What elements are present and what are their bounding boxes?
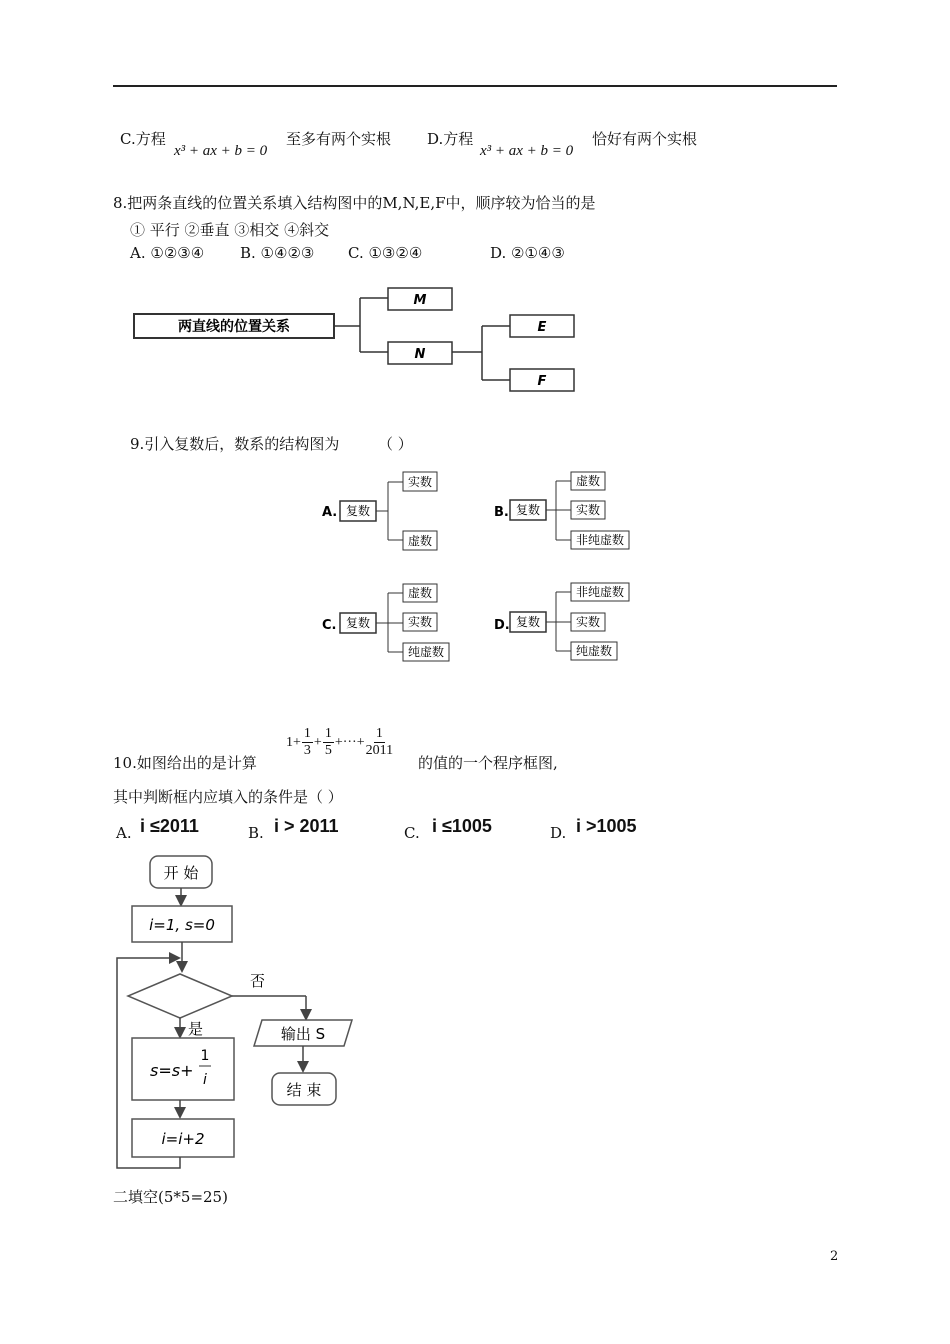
flow-update-s-text: s=s+ (150, 1061, 194, 1080)
q8-option-b: B. ①④②③ (240, 244, 315, 262)
sum-one: 1 (286, 734, 293, 750)
q9-c-child-1: 虚数 (407, 586, 433, 600)
q9-b-child-2: 实数 (575, 503, 601, 517)
q8-option-a: A. ①②③④ (130, 244, 205, 262)
q8-root-text: 两直线的位置关系 (178, 319, 290, 335)
q10-sum-expression (286, 726, 394, 759)
q9-stem: 9.引入复数后，数系的结构图为 (130, 435, 340, 453)
q8-stem: 8.把两条直线的位置关系填入结构图中的M,N,E,F中，顺序较为恰当的是 (113, 194, 596, 212)
q9-c-child-2: 实数 (407, 615, 433, 629)
q7-d-equation: x³ + ax + b = 0 (480, 143, 574, 159)
q9-d-child-1: 非纯虚数 (575, 585, 625, 599)
sum-dots: ··· (342, 734, 357, 750)
q7-c-suffix: 至多有两个实根 (286, 130, 392, 148)
page-number: 2 (830, 1249, 839, 1264)
sum-frac-3: $\frac{1}{2011}$ (365, 726, 394, 758)
sum-frac-2: $\frac{1}{5}$ (324, 726, 332, 758)
sum-plus-4: + (356, 734, 365, 750)
sum-frac-1: $\frac{1}{3}$ (303, 726, 311, 758)
q10-option-b-label: B. (248, 824, 264, 842)
flow-no-label: 否 (250, 972, 266, 990)
q9-diagram-a (322, 472, 437, 550)
q10-option-c-label: C. (404, 824, 420, 842)
q7-d-label: D.方程 (427, 130, 474, 148)
flow-start-text: 开 始 (163, 864, 199, 882)
sum-plus-3: + (334, 734, 343, 750)
q8-e-text: E (537, 320, 547, 335)
q8-option-c: C. ①③②④ (348, 244, 423, 262)
q9-diagram-d (494, 583, 629, 660)
q9-c-root: 复数 (345, 616, 371, 630)
q10-option-d-label: D. (550, 824, 567, 842)
q10-line2: 其中判断框内应填入的条件是（ ） (113, 788, 343, 806)
q9-paren: （ ） (378, 435, 413, 453)
q9-a-child-2: 虚数 (407, 534, 433, 548)
q8-n-text: N (414, 347, 426, 362)
q9-c-label: C. (322, 618, 337, 633)
q9-b-root: 复数 (515, 503, 541, 517)
q7-c-label: C.方程 (120, 130, 166, 148)
q10-option-b-expr: i > 2011 (274, 816, 339, 836)
q10-stem-prefix: 10.如图给出的是计算 (113, 754, 257, 772)
q9-a-root: 复数 (345, 504, 371, 518)
sum-plus-1: + (293, 734, 301, 750)
q8-option-d: D. ②①④③ (490, 244, 565, 262)
flow-frac-numerator: 1 (200, 1048, 210, 1064)
q9-b-label: B. (494, 505, 509, 520)
q10-option-a-label: A. (116, 824, 132, 842)
q10-option-c-expr: i ≤1005 (432, 816, 492, 836)
q9-d-child-2: 实数 (575, 615, 601, 629)
q10-option-a-expr: i ≤2011 (140, 816, 199, 836)
q9-a-label: A. (322, 505, 338, 520)
q8-structure-diagram (120, 280, 600, 400)
q9-options-diagrams (318, 468, 658, 678)
q9-c-child-3: 纯虚数 (407, 645, 445, 659)
q9-b-child-1: 虚数 (575, 474, 601, 488)
sum-plus-2: + (313, 734, 322, 750)
q8-m-text: M (413, 293, 427, 308)
flow-decision-diamond (128, 974, 232, 1018)
q10-flowchart (110, 848, 370, 1178)
q10-stem-suffix: 的值的一个程序框图, (418, 754, 558, 772)
q8-f-text: F (537, 374, 547, 389)
q9-a-child-1: 实数 (407, 475, 433, 489)
flow-frac-denominator: i (203, 1072, 207, 1088)
flow-init-text: i=1, s=0 (149, 916, 215, 934)
q10-option-d-expr: i >1005 (576, 816, 637, 836)
flow-yes-label: 是 (188, 1020, 204, 1038)
section-two-heading: 二填空(5*5=25) (113, 1188, 228, 1206)
q9-b-child-3: 非纯虚数 (575, 533, 625, 547)
flow-end-text: 结 束 (286, 1081, 322, 1099)
q7-d-suffix: 恰好有两个实根 (592, 130, 698, 148)
q9-d-label: D. (494, 618, 510, 633)
q9-d-child-3: 纯虚数 (575, 644, 613, 658)
flow-update-i-text: i=i+2 (161, 1130, 205, 1148)
header-rule (113, 85, 837, 87)
q9-d-root: 复数 (515, 615, 541, 629)
q7-c-equation: x³ + ax + b = 0 (174, 143, 268, 159)
q9-diagram-c (322, 584, 449, 661)
q9-diagram-b (494, 472, 629, 549)
q8-items: ① 平行 ②垂直 ③相交 ④斜交 (130, 221, 330, 239)
flow-output-text: 输出 S (280, 1025, 326, 1043)
